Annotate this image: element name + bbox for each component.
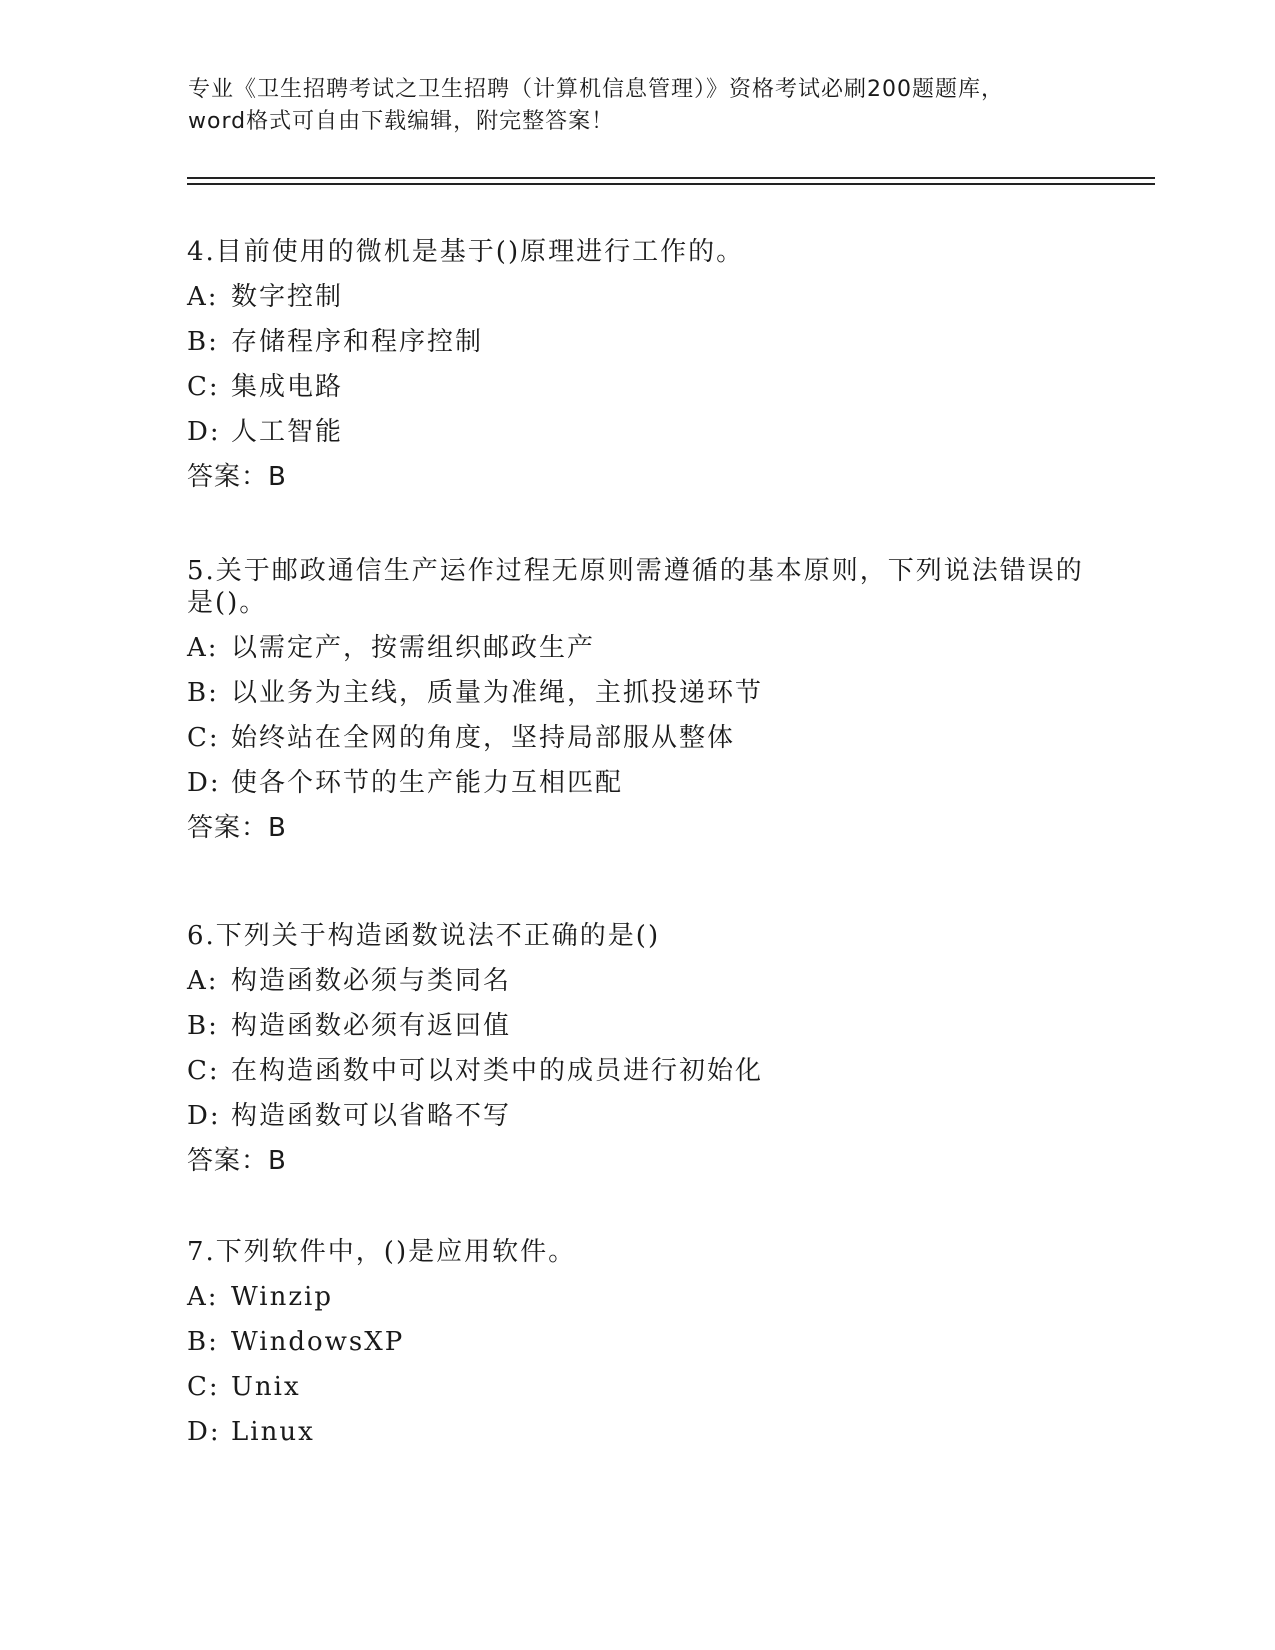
option-key: A: xyxy=(187,633,219,663)
option-b xyxy=(187,1010,1087,1042)
document-header xyxy=(188,74,1088,138)
answer-line: 答案：B xyxy=(187,813,287,843)
option-b xyxy=(187,326,1087,358)
option-key: D: xyxy=(187,1417,221,1447)
option-d xyxy=(187,416,1087,448)
question-stem: 5.关于邮政通信生产运作过程无原则需遵循的基本原则，下列说法错误的是()。 xyxy=(187,556,1084,618)
option-key: D: xyxy=(187,417,221,447)
option-text: Unix xyxy=(231,1372,301,1402)
header-divider-top xyxy=(187,177,1155,179)
question-block xyxy=(187,236,1087,493)
option-text: 存储程序和程序控制 xyxy=(231,327,484,357)
answer-line: 答案：B xyxy=(187,462,287,492)
option-key: C: xyxy=(187,372,220,402)
option-b xyxy=(187,1326,1087,1358)
option-text: 在构造函数中可以对类中的成员进行初始化 xyxy=(231,1056,764,1086)
question-stem: 4.目前使用的微机是基于()原理进行工作的。 xyxy=(187,237,745,267)
option-key: A: xyxy=(187,966,219,996)
option-key: D: xyxy=(187,768,221,798)
option-d xyxy=(187,767,1087,799)
option-a xyxy=(187,1281,1087,1313)
option-text: 人工智能 xyxy=(231,417,344,447)
option-text: 以业务为主线，质量为准绳，主抓投递环节 xyxy=(231,678,764,708)
option-key: B: xyxy=(187,327,219,357)
option-c xyxy=(187,1371,1087,1403)
option-text: 使各个环节的生产能力互相匹配 xyxy=(231,768,624,798)
option-text: 以需定产，按需组织邮政生产 xyxy=(231,633,596,663)
header-divider-bottom xyxy=(187,183,1155,185)
option-text: Linux xyxy=(231,1417,315,1447)
option-text: 始终站在全网的角度，坚持局部服从整体 xyxy=(231,723,736,753)
option-key: B: xyxy=(187,1011,219,1041)
option-key: C: xyxy=(187,723,220,753)
question-block xyxy=(187,555,1087,844)
header-title-line-1: 专业《卫生招聘考试之卫生招聘（计算机信息管理）》资格考试必刷200题题库， xyxy=(188,77,1004,102)
option-key: C: xyxy=(187,1372,220,1402)
option-key: A: xyxy=(187,282,219,312)
option-text: WindowsXP xyxy=(231,1327,405,1357)
option-text: 构造函数可以省略不写 xyxy=(231,1101,512,1131)
option-text: 构造函数必须与类同名 xyxy=(231,966,512,996)
option-key: A: xyxy=(187,1282,219,1312)
question-stem: 6.下列关于构造函数说法不正确的是() xyxy=(187,921,661,951)
option-text: Winzip xyxy=(231,1282,333,1312)
option-text: 数字控制 xyxy=(231,282,344,312)
question-stem: 7.下列软件中，()是应用软件。 xyxy=(187,1237,577,1267)
option-a xyxy=(187,965,1087,997)
option-c xyxy=(187,371,1087,403)
option-key: C: xyxy=(187,1056,220,1086)
option-c xyxy=(187,1055,1087,1087)
question-block xyxy=(187,920,1087,1177)
answer-line: 答案：B xyxy=(187,1146,287,1176)
option-text: 构造函数必须有返回值 xyxy=(231,1011,512,1041)
option-a xyxy=(187,281,1087,313)
option-c xyxy=(187,722,1087,754)
option-text: 集成电路 xyxy=(231,372,344,402)
option-a xyxy=(187,632,1087,664)
question-block xyxy=(187,1236,1087,1461)
option-b xyxy=(187,677,1087,709)
option-d xyxy=(187,1100,1087,1132)
header-title-line-2: word格式可自由下载编辑，附完整答案！ xyxy=(188,109,615,134)
option-key: D: xyxy=(187,1101,221,1131)
option-key: B: xyxy=(187,678,219,708)
option-key: B: xyxy=(187,1327,219,1357)
option-d xyxy=(187,1416,1087,1448)
